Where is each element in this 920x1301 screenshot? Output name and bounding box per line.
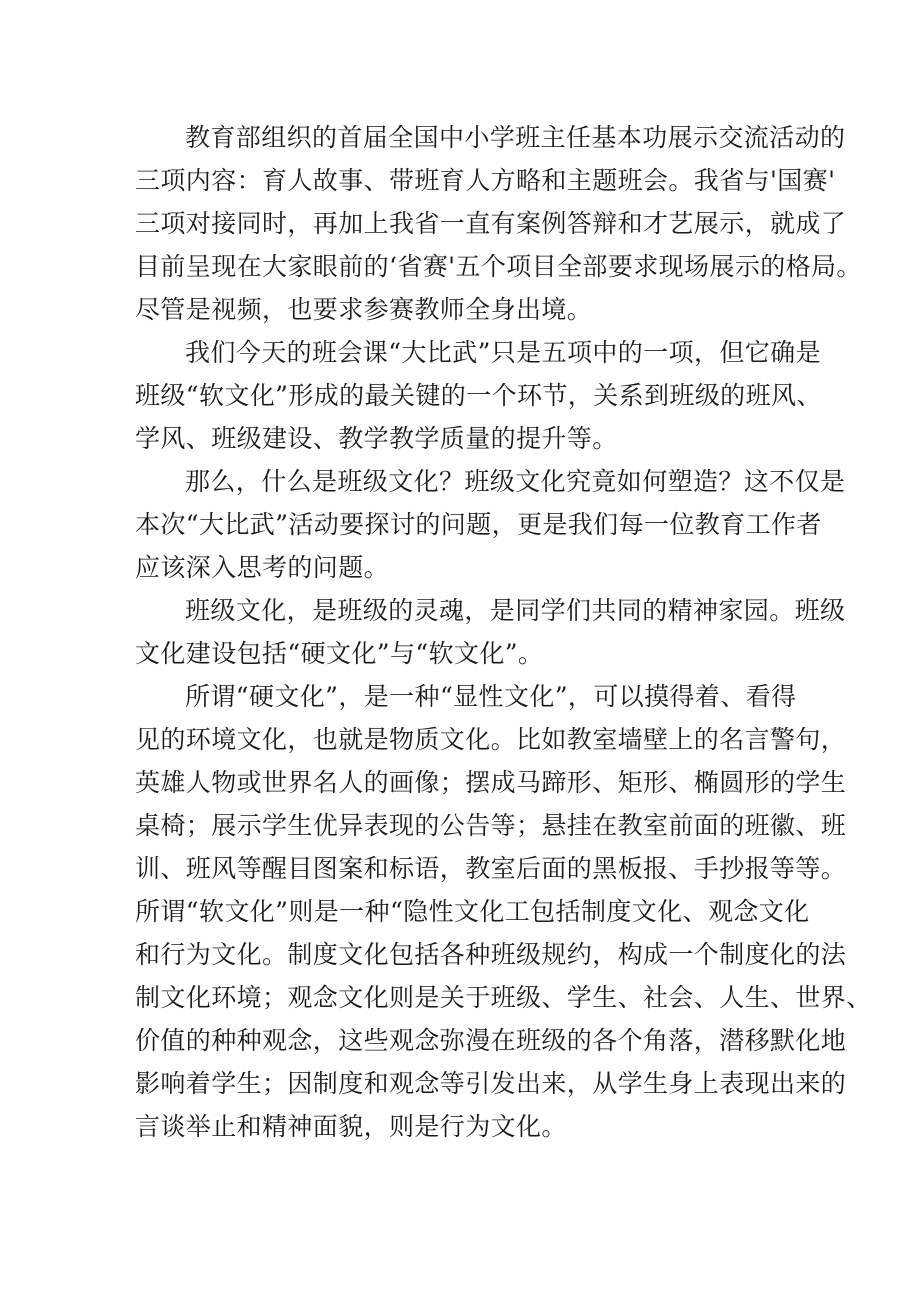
text-line: 和行为文化。制度文化包括各种班级规约，构成一个制度化的法	[135, 940, 847, 969]
text-line: 班级文化，是班级的灵魂，是同学们共同的精神家园。班级	[185, 596, 846, 625]
text-line: 训、班风等醒目图案和标语，教室后面的黑板报、手抄报等等。	[135, 854, 847, 883]
paragraph-national-competition	[135, 116, 862, 331]
text-line: 见的环境文化，也就是物质文化。比如教室墙壁上的名言警句，	[135, 725, 847, 754]
text-line: 桌椅；展示学生优异表现的公告等；悬挂在教室前面的班徽、班	[135, 811, 847, 840]
text-line: 班级“软文化”形成的最关键的一个环节，关系到班级的班风、	[135, 381, 822, 410]
text-line: 三项对接同时，再加上我省一直有案例答辩和才艺展示，就成了	[135, 209, 847, 238]
text-line: 尽管是视频，也要求参赛教师全身出境。	[135, 295, 593, 324]
text-line: 英雄人物或世界名人的画像；摆成马蹄形、矩形、椭圆形的学生	[135, 768, 847, 797]
text-line: 三项内容：育人故事、带班育人方略和主题班会。我省与'国赛'	[135, 166, 836, 195]
text-line: 那么，什么是班级文化？班级文化究竟如何塑造？这不仅是	[185, 467, 846, 496]
text-line: 所谓“软文化”则是一种“隐性文化工包括制度文化、观念文化	[135, 897, 810, 926]
paragraph-class-culture-definition	[135, 589, 846, 675]
text-line: 应该深入思考的问题。	[135, 553, 390, 582]
text-line: 我们今天的班会课“大比武”只是五项中的一项，但它确是	[185, 338, 821, 367]
text-line: 目前呈现在大家眼前的‘省赛'五个项目全部要求现场展示的格局。	[135, 252, 862, 281]
text-line: 本次“大比武”活动要探讨的问题，更是我们每一位教育工作者	[135, 510, 822, 539]
paragraph-what-is-class-culture	[135, 460, 846, 589]
text-line: 文化建设包括“硬文化”与“软文化”。	[135, 639, 544, 668]
text-line: 制文化环境；观念文化则是关于班级、学生、社会、人生、世界、	[135, 983, 872, 1012]
paragraph-hard-soft-culture	[135, 675, 872, 1148]
text-line: 学风、班级建设、教学教学质量的提升等。	[135, 424, 618, 453]
text-line: 言谈举止和精神面貌，则是行为文化。	[135, 1112, 567, 1141]
paragraph-class-meeting	[135, 331, 822, 460]
text-line: 影响着学生；因制度和观念等引发出来，从学生身上表现出来的	[135, 1069, 847, 1098]
text-line: 所谓“硬文化”，是一种“显性文化”，可以摸得着、看得	[185, 682, 797, 711]
text-line: 教育部组织的首届全国中小学班主任基本功展示交流活动的	[185, 123, 846, 152]
document-body	[135, 116, 872, 1148]
text-line: 价值的种种观念，这些观念弥漫在班级的各个角落，潜移默化地	[135, 1026, 847, 1055]
